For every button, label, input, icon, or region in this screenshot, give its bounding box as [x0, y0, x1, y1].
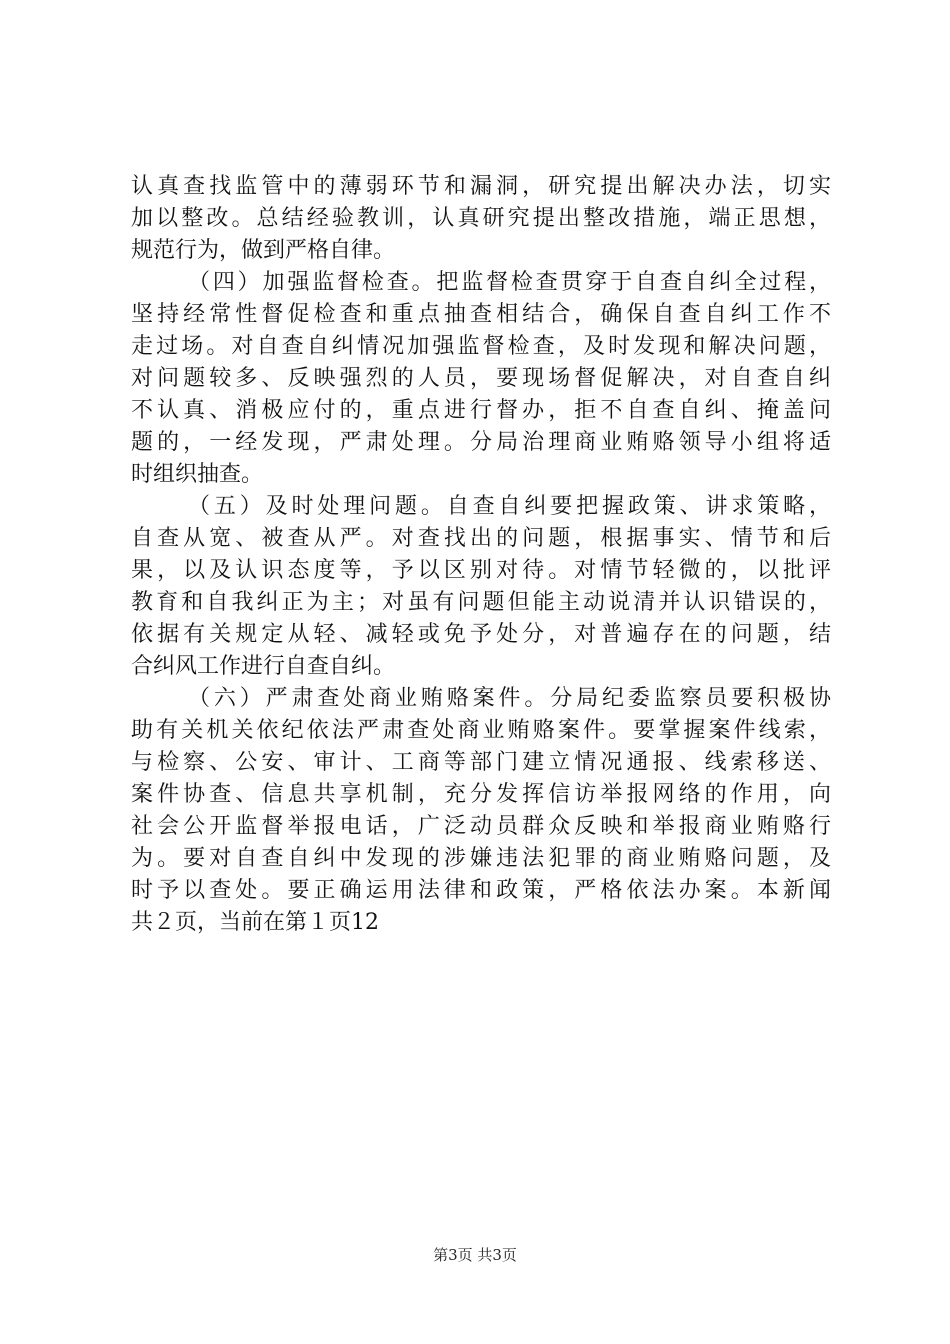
text-line: 走过场。对自查自纠情况加强监督检查，及时发现和解决问题， [131, 334, 831, 359]
text-line: 果，以及认识态度等，予以区别对待。对情节轻微的，以批评 [131, 558, 831, 583]
text-line: （五）及时处理问题。自查自纠要把握政策、讲求策略， [188, 494, 831, 519]
text-line: 题的，一经发现，严肃处理。分局治理商业贿赂领导小组将适 [131, 430, 831, 455]
text-line: 规范行为，做到严格自律。 [131, 238, 396, 263]
text-line: 依据有关规定从轻、减轻或免予处分，对普遍存在的问题，结 [131, 622, 831, 647]
text-line: 案件协查、信息共享机制，充分发挥信访举报网络的作用，向 [131, 782, 831, 807]
text-line: 共２页，当前在第１页12 [131, 910, 379, 935]
text-line: （四）加强监督检查。把监督检查贯穿于自查自纠全过程， [188, 270, 831, 295]
text-line: 自查从宽、被查从严。对查找出的问题，根据事实、情节和后 [131, 526, 831, 551]
text-line: 为。要对自查自纠中发现的涉嫌违法犯罪的商业贿赂问题，及 [131, 846, 831, 871]
text-line: 助有关机关依纪依法严肃查处商业贿赂案件。要掌握案件线索， [131, 718, 831, 743]
text-line: 社会公开监督举报电话，广泛动员群众反映和举报商业贿赂行 [131, 814, 831, 839]
document-body [131, 171, 831, 939]
text-line: 时予以查处。要正确运用法律和政策，严格依法办案。本新闻 [131, 878, 831, 903]
text-line: 对问题较多、反映强烈的人员，要现场督促解决，对自查自纠 [131, 366, 831, 391]
text-line: 合纠风工作进行自查自纠。 [131, 654, 396, 679]
text-line: 教育和自我纠正为主；对虽有问题但能主动说清并认识错误的， [131, 590, 831, 615]
text-line: 不认真、消极应付的，重点进行督办，拒不自查自纠、掩盖问 [131, 398, 831, 423]
text-line: 时组织抽查。 [131, 462, 264, 487]
text-line: 坚持经常性督促检查和重点抽查相结合，确保自查自纠工作不 [131, 302, 831, 327]
text-line: （六）严肃查处商业贿赂案件。分局纪委监察员要积极协 [188, 686, 831, 711]
page-number-footer: 第3页 共3页 [433, 1246, 517, 1264]
text-line: 加以整改。总结经验教训，认真研究提出整改措施，端正思想， [131, 206, 831, 231]
text-line: 与检察、公安、审计、工商等部门建立情况通报、线索移送、 [131, 750, 831, 775]
text-line: 认真查找监管中的薄弱环节和漏洞，研究提出解决办法，切实 [131, 174, 831, 199]
